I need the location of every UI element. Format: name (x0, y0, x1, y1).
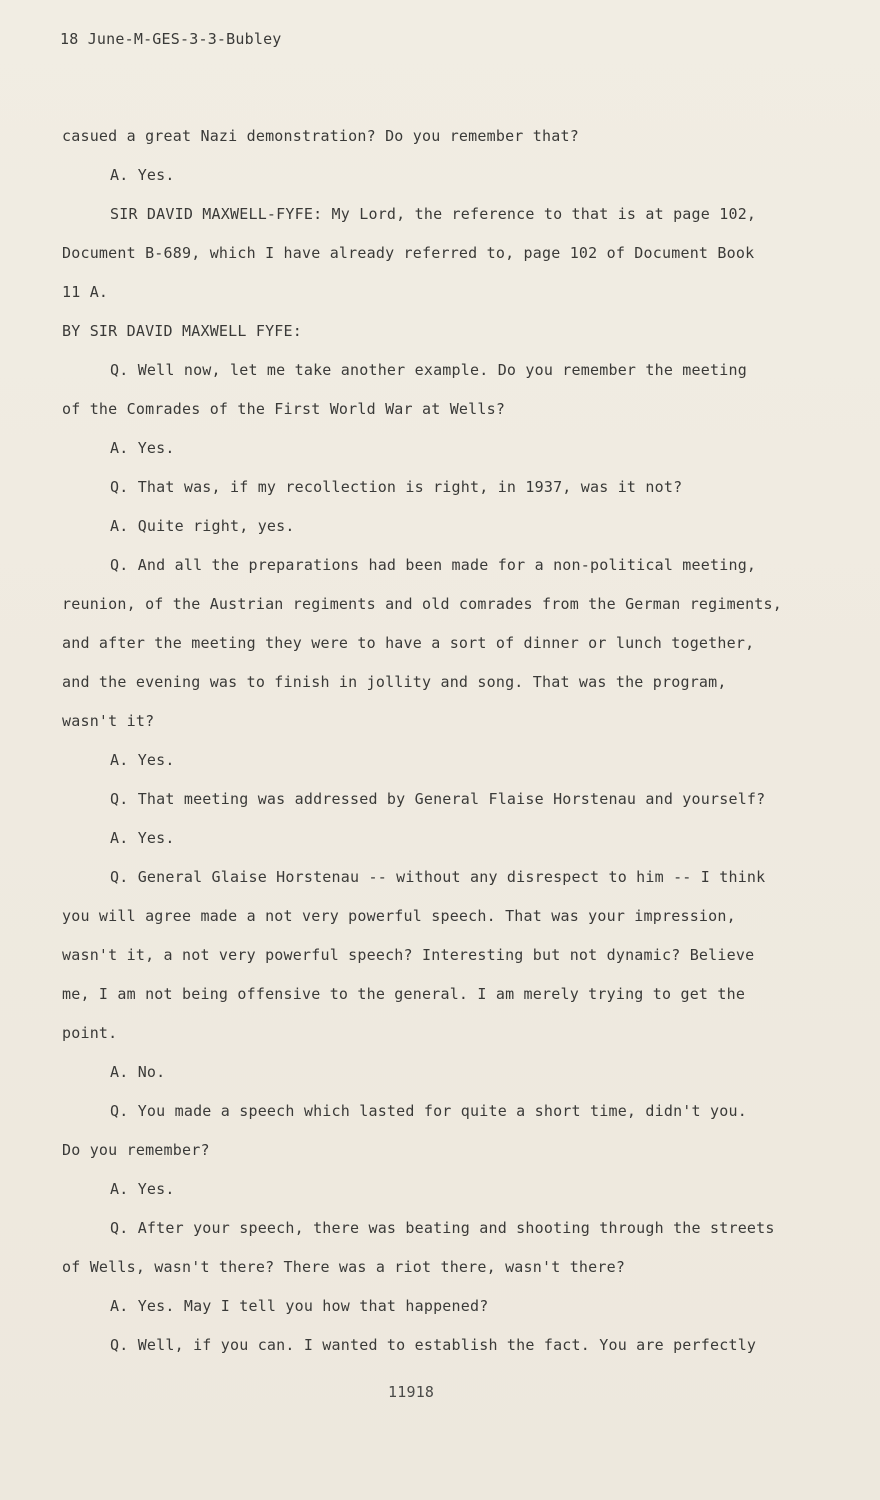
text-line: A. Yes. (110, 1180, 175, 1198)
text-line: Q. General Glaise Horstenau -- without any disrespect to him -- I think (110, 868, 766, 886)
text-line: A. Yes. May I tell you how that happened? (110, 1297, 489, 1315)
text-line: SIR DAVID MAXWELL-FYFE: My Lord, the reference to that is at page 102, (110, 205, 757, 223)
text-line: of Wells, wasn't there? There was a riot there, wasn't there? (62, 1258, 626, 1276)
text-line: wasn't it? (62, 712, 155, 730)
text-line: A. Yes. (110, 751, 175, 769)
text-line: A. Yes. (110, 439, 175, 457)
text-line: 11 A. (62, 283, 109, 301)
text-line: casued a great Nazi demonstration? Do you remember that? (62, 127, 579, 145)
text-line: me, I am not being offensive to the general. I am merely trying to get the (62, 985, 746, 1003)
text-line: A. Yes. (110, 166, 175, 184)
text-line: Q. That was, if my recollection is right, in 1937, was it not? (110, 478, 683, 496)
text-line: Q. That meeting was addressed by General Flaise Horstenau and yourself? (110, 790, 766, 808)
text-line: and the evening was to finish in jollity and song. That was the program, (62, 673, 727, 691)
text-line: A. No. (110, 1063, 166, 1081)
text-line: Do you remember? (62, 1141, 210, 1159)
text-line: Q. After your speech, there was beating and shooting through the streets (110, 1219, 775, 1237)
transcript-body (62, 125, 832, 1373)
text-line: wasn't it, a not very powerful speech? Interesting but not dynamic? Believe (62, 946, 755, 964)
page-number: 11918 (388, 1383, 435, 1401)
text-line: Q. And all the preparations had been made for a non-political meeting, (110, 556, 757, 574)
text-line: reunion, of the Austrian regiments and old comrades from the German regiments, (62, 595, 782, 613)
page-header: 18 June-M-GES-3-3-Bubley (60, 30, 282, 48)
text-line: A. Quite right, yes. (110, 517, 295, 535)
text-line: Document B-689, which I have already referred to, page 102 of Document Book (62, 244, 755, 262)
text-line: Q. You made a speech which lasted for quite a short time, didn't you. (110, 1102, 747, 1120)
text-line: and after the meeting they were to have a sort of dinner or lunch together, (62, 634, 755, 652)
text-line: A. Yes. (110, 829, 175, 847)
text-line: of the Comrades of the First World War at Wells? (62, 400, 506, 418)
text-line: Q. Well now, let me take another example. Do you remember the meeting (110, 361, 747, 379)
text-line: BY SIR DAVID MAXWELL FYFE: (62, 322, 302, 340)
text-line: point. (62, 1024, 118, 1042)
text-line: you will agree made a not very powerful speech. That was your impression, (62, 907, 736, 925)
text-line: Q. Well, if you can. I wanted to establish the fact. You are perfectly (110, 1336, 757, 1354)
